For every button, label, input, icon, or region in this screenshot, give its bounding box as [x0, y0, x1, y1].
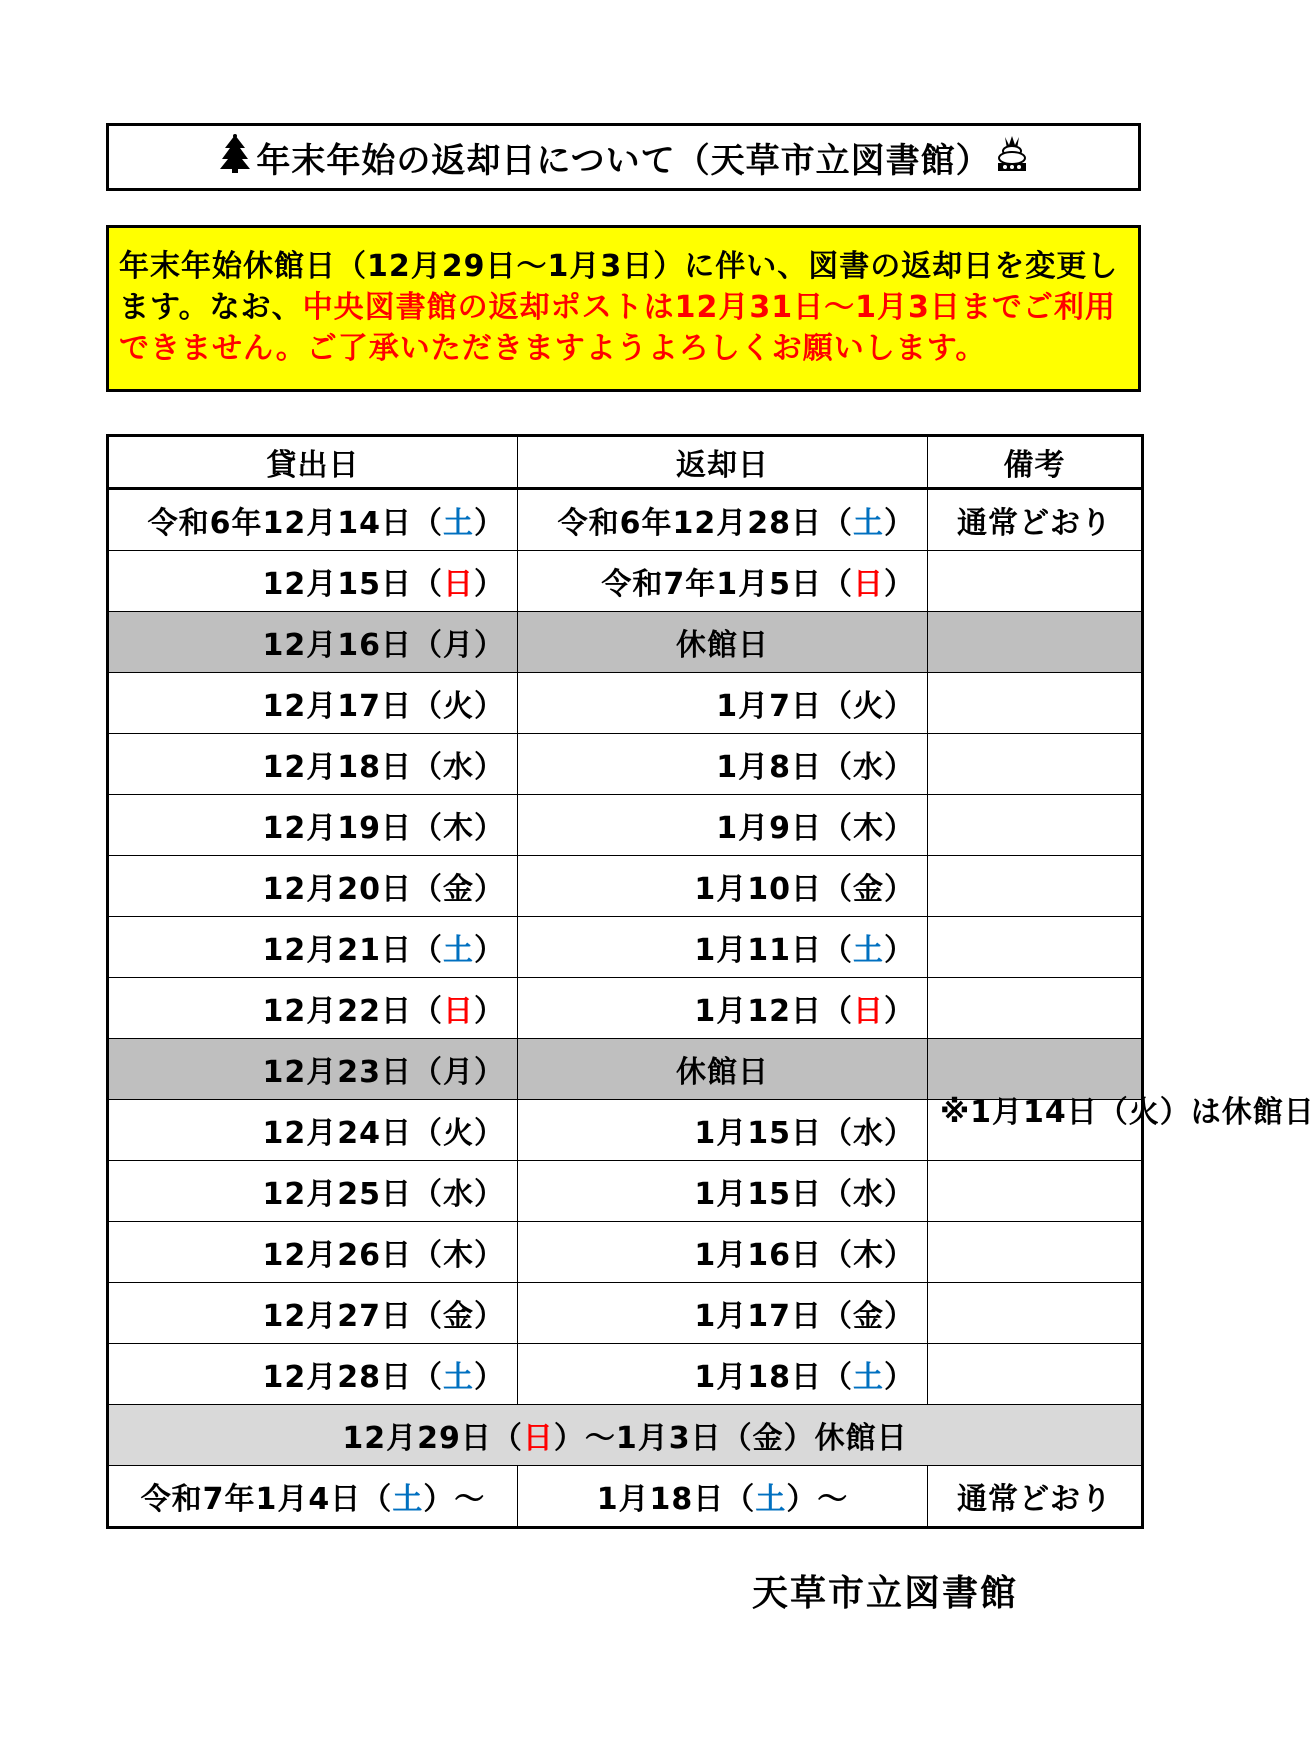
return-date-cell: 1月7日（火） — [518, 673, 928, 734]
note-cell — [928, 734, 1143, 795]
return-date-cell: 1月8日（水） — [518, 734, 928, 795]
header-lend-date: 貸出日 — [108, 436, 518, 489]
footer-library-name: 天草市立図書館 — [752, 1573, 1019, 1614]
lend-date-cell: 12月21日（土） — [108, 917, 518, 978]
note-cell — [928, 978, 1143, 1039]
return-date-cell: 1月9日（木） — [518, 795, 928, 856]
return-date-cell: 1月18日（土）～ — [518, 1466, 928, 1528]
title-box — [106, 123, 1141, 191]
note-cell: ※1月14日（火）は休館日 — [928, 1100, 1143, 1161]
return-date-cell: 1月16日（木） — [518, 1222, 928, 1283]
note-cell: 通常どおり — [928, 489, 1143, 551]
lend-date-cell: 12月19日（木） — [108, 795, 518, 856]
table-row — [108, 795, 1143, 856]
table-row — [108, 489, 1143, 551]
table-row — [108, 673, 1143, 734]
note-cell — [928, 795, 1143, 856]
return-date-cell: 1月18日（土） — [518, 1344, 928, 1405]
lend-date-cell: 12月27日（金） — [108, 1283, 518, 1344]
lend-date-cell: 12月20日（金） — [108, 856, 518, 917]
lend-date-cell: 12月24日（火） — [108, 1100, 518, 1161]
table-row — [108, 856, 1143, 917]
lend-date-cell: 12月18日（水） — [108, 734, 518, 795]
lend-date-cell: 12月25日（水） — [108, 1161, 518, 1222]
lend-date-cell: 12月15日（日） — [108, 551, 518, 612]
table-header-row — [108, 436, 1143, 489]
note-cell — [928, 551, 1143, 612]
note-cell — [928, 856, 1143, 917]
closed-cell: 休館日 — [518, 1039, 928, 1100]
note-cell — [928, 673, 1143, 734]
table-row — [108, 1344, 1143, 1405]
table-row — [108, 1039, 1143, 1100]
return-date-cell: 令和6年12月28日（土） — [518, 489, 928, 551]
note-cell — [928, 1283, 1143, 1344]
notice-text: 年末年始休館日（12月29日～1月3日）に伴い、図書の返却日を変更します。なお、 — [119, 249, 1119, 325]
table-row — [108, 917, 1143, 978]
note-cell: 通常どおり — [928, 1466, 1143, 1528]
table-row — [108, 1100, 1143, 1161]
table-row — [108, 551, 1143, 612]
lend-date-cell: 12月23日（月） — [108, 1039, 518, 1100]
table-row-after-holiday — [108, 1466, 1143, 1528]
return-date-cell: 1月17日（金） — [518, 1283, 928, 1344]
return-date-cell: 令和7年1月5日（日） — [518, 551, 928, 612]
note-cell — [928, 612, 1143, 673]
lend-date-cell: 12月16日（月） — [108, 612, 518, 673]
return-date-cell: 1月15日（水） — [518, 1100, 928, 1161]
lend-date-cell: 12月26日（木） — [108, 1222, 518, 1283]
table-row — [108, 978, 1143, 1039]
note-cell — [928, 1161, 1143, 1222]
return-date-cell: 1月12日（日） — [518, 978, 928, 1039]
lend-date-cell: 12月28日（土） — [108, 1344, 518, 1405]
lend-date-cell: 令和6年12月14日（土） — [108, 489, 518, 551]
return-date-table — [106, 434, 1315, 1529]
closed-cell: 休館日 — [518, 612, 928, 673]
table-row — [108, 734, 1143, 795]
note-cell — [928, 917, 1143, 978]
note-cell — [928, 1222, 1143, 1283]
note-cell — [928, 1344, 1143, 1405]
lend-date-cell: 令和7年1月4日（土）～ — [108, 1466, 518, 1528]
header-return-date: 返却日 — [518, 436, 928, 489]
lend-date-cell: 12月22日（日） — [108, 978, 518, 1039]
page-title: 年末年始の返却日について（天草市立図書館） — [256, 140, 991, 181]
holiday-period-cell: 12月29日（日）～1月3日（金）休館日 — [108, 1405, 1143, 1466]
return-date-cell: 1月10日（金） — [518, 856, 928, 917]
notice-warning-text: 中央図書館の返却ポストは12月31日～1月3日までご利用できません。ご了承いただきますようよろしくお願いします。 — [119, 290, 1116, 366]
holiday-period-row — [108, 1405, 1143, 1466]
return-date-cell: 1月15日（水） — [518, 1161, 928, 1222]
christmas-tree-icon — [218, 133, 252, 182]
kagami-mochi-icon — [995, 133, 1029, 182]
table-row — [108, 1283, 1143, 1344]
note-cell — [928, 1039, 1143, 1100]
lend-date-cell: 12月17日（火） — [108, 673, 518, 734]
return-date-cell: 1月11日（土） — [518, 917, 928, 978]
notice-box — [106, 225, 1141, 392]
header-notes: 備考 — [928, 436, 1143, 489]
table-row — [108, 612, 1143, 673]
table-row — [108, 1222, 1143, 1283]
table-row — [108, 1161, 1143, 1222]
